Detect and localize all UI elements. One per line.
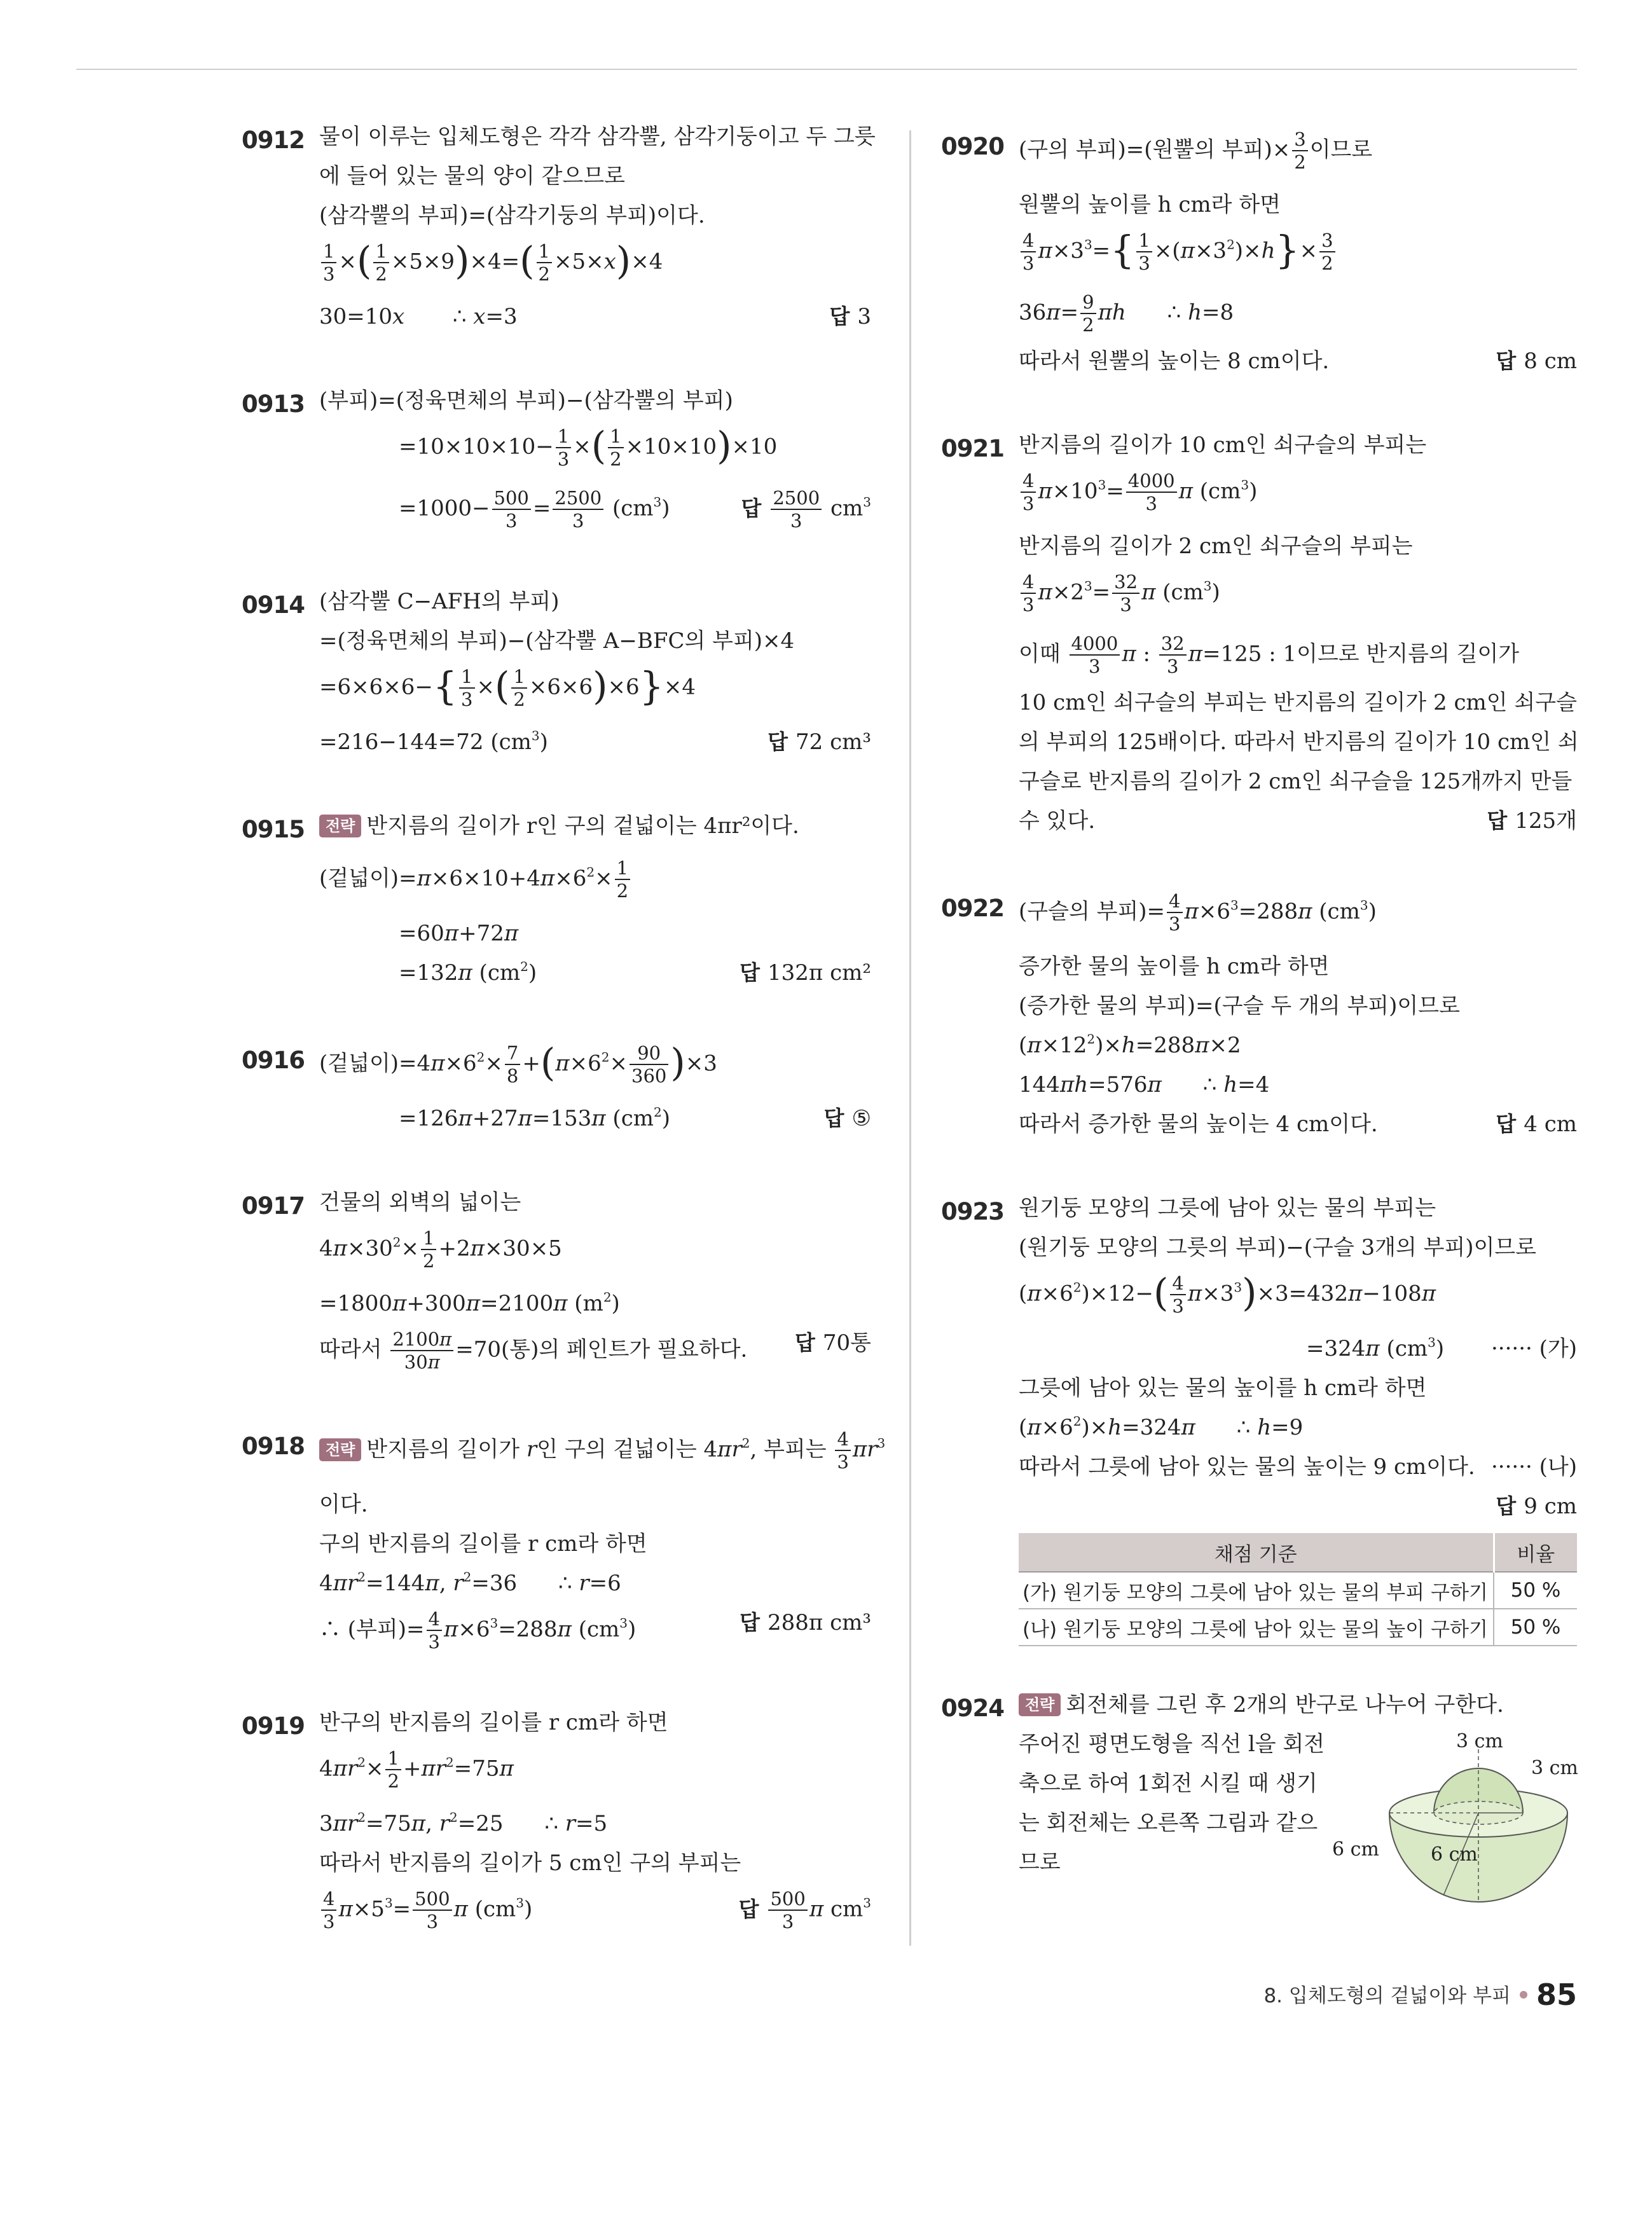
equation: (구슬의 부피)= $\frac{4}{3}$ $\pi\times 6^3=288\pi$ $(cm^3)$ <box>1019 890 1377 935</box>
equation: 36π= $\frac{9}{2}$ πh ∴ h=8 <box>1019 291 1234 336</box>
answer: 답 $\frac{500}{3}$ π $cm^3$ <box>738 1888 871 1932</box>
equation: =216−144=72 $(cm^3)$ 답 72 cm³ <box>319 728 871 755</box>
equation: $\frac{4}{3}$ $\pi\times 5^3=$ $\frac{500}{3}$ π $(cm^3)$ 답 $\frac{500}{3}$ π $cm^3$ <box>319 1890 871 1931</box>
text-line: 주어진 평면도형을 직선 l을 회전 <box>1019 1731 1325 1757</box>
problem-number: 0921 <box>941 435 1004 462</box>
equation: $4\pi r^2=144\pi$, $r^2=36$ ∴ r=6 <box>319 1569 621 1596</box>
table-cell: (가) 원기둥 모양의 그릇에 남아 있는 물의 부피 구하기 <box>1019 1572 1494 1609</box>
equation: =10×10×10− $\frac{1}{3}$ ×( $\frac{1}{2}$ ×10×10)×10 <box>399 423 778 470</box>
problem-0913 <box>242 388 871 530</box>
answer: 답 70통 <box>795 1330 871 1356</box>
problem-0917 <box>242 1190 871 1372</box>
text-line: 에 들어 있는 물의 양이 같으므로 <box>319 163 626 189</box>
equation: $\frac{4}{3}$ $\pi\times 3^3=${ $\frac{1}{3}$ $\times(\pi\times 3^2)\times h\}\times$ $\frac{3}{2}$ <box>1019 231 1577 273</box>
figure-label: 6 cm <box>1332 1838 1379 1861</box>
left-column <box>242 124 886 1990</box>
equation: $\frac{4}{3}$ $\pi\times 10^3=$ $\frac{4000}{3}$ π $(cm^3)$ <box>1019 472 1577 513</box>
strategy-line: 전략 반지름의 길이가 r인 구의 겉넓이는 4πr²이다. <box>319 813 871 839</box>
chapter-title: 8. 입체도형의 겉넓이와 부피 <box>1263 1985 1511 2007</box>
answer: 답 125개 <box>1487 808 1577 834</box>
problem-number: 0917 <box>242 1192 305 1220</box>
scoring-table <box>1019 1533 1577 1646</box>
problem-number: 0923 <box>941 1198 1004 1225</box>
problem-0922 <box>941 892 1577 1137</box>
problem-0918 <box>242 1428 886 1653</box>
page-footer <box>1263 1978 1577 2012</box>
text-line: 물이 이루는 입체도형은 각각 삼각뿔, 삼각기둥이고 두 그릇 <box>319 124 876 149</box>
answer: 답 4 cm <box>1496 1112 1577 1137</box>
problem-0914 <box>242 589 871 755</box>
equation: (겉넓이)$=4\pi\times 6^2\times$ $\frac{7}{8}$ $+(\pi\times 6^2\times$ $\frac{90}{360}$ )×3 <box>319 1040 717 1087</box>
text-line: 원뿔의 높이를 h cm라 하면 <box>1019 192 1281 217</box>
problem-number: 0924 <box>941 1695 1004 1722</box>
equation: $3\pi r^2=75\pi$, $r^2=25$ ∴ r=5 <box>319 1810 608 1836</box>
answer: 답 8 cm <box>1496 348 1577 374</box>
table-cell: (나) 원기둥 모양의 그릇에 남아 있는 물의 높이 구하기 <box>1019 1609 1494 1646</box>
figure-label: 3 cm <box>1456 1730 1503 1752</box>
text-line: 건물의 외벽의 넓이는 <box>319 1190 521 1215</box>
problem-0921 <box>941 432 1577 834</box>
answer: 답 $\frac{2500}{3}$ $cm^3$ <box>741 487 871 532</box>
equation: =6×6×6−{ $\frac{1}{3}$ ×( $\frac{1}{2}$ ×6×6)×6}×4 <box>319 664 696 710</box>
text-line: 그릇에 남아 있는 물의 높이를 h cm라 하면 <box>1019 1375 1427 1401</box>
problem-number: 0916 <box>242 1047 305 1074</box>
strategy-tag: 전략 <box>319 1438 361 1461</box>
text-line: 반지름의 길이가 2 cm인 쇠구슬의 부피는 <box>1019 533 1413 559</box>
answer: 답 ⑤ <box>823 1106 871 1131</box>
text-line: =(정육면체의 부피)−(삼각뿔 A−BFC의 부피)×4 <box>319 628 795 654</box>
text-line: 따라서 증가한 물의 높이는 4 cm이다. 답 4 cm <box>1019 1112 1577 1137</box>
answer: 답 72 cm³ <box>767 729 871 755</box>
problem-0920 <box>941 130 1577 374</box>
solid-of-revolution-figure <box>1332 1730 1590 1921</box>
problem-0923 <box>941 1195 1577 1646</box>
equation: $(\pi\times 12^2)\times h=288\pi\times 2$ <box>1019 1031 1241 1058</box>
step-mark: ······ (나) <box>1490 1454 1577 1480</box>
problem-0924 <box>941 1692 1577 1875</box>
equation: =1000− $\frac{500}{3}$ = $\frac{2500}{3}$ $(cm^3)$ 답 $\frac{2500}{3}$ $cm^3$ <box>399 487 871 532</box>
answer: 답 3 <box>829 304 871 329</box>
equation: 이때 $\frac{4000}{3}$ π : $\frac{32}{3}$ π=125 : 1이므로 반지름의 길이가 <box>1019 633 1520 677</box>
table-cell: 50 % <box>1494 1609 1577 1646</box>
text-line: (부피)=(정육면체의 부피)−(삼각뿔의 부피) <box>319 388 733 413</box>
table-cell: 50 % <box>1494 1572 1577 1609</box>
equation: =126π+27π=153π $(cm^2)$ 답 ⑤ <box>399 1105 871 1131</box>
table-row <box>1019 1609 1577 1646</box>
equation: $\frac{4}{3}$ $\pi\times 2^3=$ $\frac{32}{3}$ π $(cm^3)$ <box>1019 573 1577 614</box>
text-line: 수 있다. 답 125개 <box>1019 808 1577 834</box>
problem-number: 0914 <box>242 591 305 619</box>
text-line: (증가한 물의 부피)=(구슬 두 개의 부피)이므로 <box>1019 993 1460 1019</box>
text-line: 증가한 물의 높이를 h cm라 하면 <box>1019 954 1330 979</box>
problem-0919 <box>242 1710 871 1931</box>
text-line: 는 회전체는 오른쪽 그림과 같으 <box>1019 1810 1318 1836</box>
top-rule <box>76 69 1577 70</box>
table-header: 채점 기준 <box>1019 1533 1494 1572</box>
step-mark: ······ (가) <box>1490 1336 1577 1361</box>
text-line: 므로 <box>1019 1850 1061 1875</box>
text-line: 따라서 반지름의 길이가 5 cm인 구의 부피는 <box>319 1850 741 1876</box>
equation: 144πh=576π ∴ h=4 <box>1019 1072 1270 1098</box>
column-divider <box>909 130 911 1946</box>
equation: ∴ (부피)= $\frac{4}{3}$ $\pi\times 6^3=288\pi$ $(cm^3)$ 답 288π cm³ <box>319 1608 871 1653</box>
equation: 30=10x ∴ x=3 답 3 <box>319 304 871 329</box>
text-line: 따라서 원뿔의 높이는 8 cm이다. 답 8 cm <box>1019 348 1577 374</box>
text-line: 축으로 하여 1회전 시킬 때 생기 <box>1019 1771 1318 1796</box>
problem-number: 0920 <box>941 133 1004 160</box>
text-line: 따라서 그릇에 남아 있는 물의 높이는 9 cm이다. ······ (나) <box>1019 1454 1577 1480</box>
problem-0912 <box>242 124 876 329</box>
text-line: 반지름의 길이가 10 cm인 쇠구슬의 부피는 <box>1019 432 1427 458</box>
problem-0915 <box>242 813 871 986</box>
problem-0916 <box>242 1040 871 1131</box>
figure-label: 3 cm <box>1531 1757 1578 1779</box>
text-line: 의 부피의 125배이다. 따라서 반지름의 길이가 10 cm인 쇠 <box>1019 729 1579 755</box>
equation: 따라서 $\frac{2100\pi}{30\pi}$ =70(통)의 페인트가 필요하다. 답 70통 <box>319 1328 871 1373</box>
text-line: 반구의 반지름의 길이를 r cm라 하면 <box>319 1710 668 1735</box>
strategy-line: 전략 반지름의 길이가 r인 구의 겉넓이는 $4\pi r^2$, 부피는 $\frac{4}{3}$ $\pi r^3$ <box>319 1430 871 1471</box>
answer-line <box>1019 1494 1577 1519</box>
table-header: 비율 <box>1494 1533 1577 1572</box>
equation: =60π+72π <box>399 921 519 946</box>
bullet-dot <box>1520 1991 1527 1999</box>
figure-label: 6 cm <box>1431 1843 1478 1866</box>
equation: $4\pi\times 30^2\times$ $\frac{1}{2}$ +2π×30×5 <box>319 1227 562 1272</box>
strategy-tag: 전략 <box>1019 1693 1061 1716</box>
page-number: 85 <box>1536 1978 1577 2012</box>
equation: =324π $(cm^3)$ ······ (가) <box>1306 1335 1577 1361</box>
problem-number: 0915 <box>242 816 305 843</box>
equation: =1800π+300π=2100π $(m^2)$ <box>319 1290 620 1316</box>
text-line: 구슬로 반지름의 길이가 2 cm인 쇠구슬을 125개까지 만들 <box>1019 769 1573 794</box>
equation: $\frac{1}{3}$ ×( $\frac{1}{2}$ ×5×9)×4=( $\frac{1}{2}$ ×5×x)×4 <box>319 242 871 284</box>
text-line: 구의 반지름의 길이를 r cm라 하면 <box>319 1531 647 1557</box>
equation: =132π $(cm^2)$ 답 132π cm² <box>399 959 871 986</box>
text-line: 10 cm인 쇠구슬의 부피는 반지름의 길이가 2 cm인 쇠구슬 <box>1019 690 1577 715</box>
text-line: (삼각뿔의 부피)=(삼각기둥의 부피)이다. <box>319 203 705 228</box>
text-line: (원기둥 모양의 그릇의 부피)−(구슬 3개의 부피)이므로 <box>1019 1235 1537 1260</box>
strategy-line: 전략 회전체를 그린 후 2개의 반구로 나누어 구한다. <box>1019 1692 1577 1717</box>
answer: 답 132π cm² <box>740 960 871 986</box>
equation: (구의 부피)=(원뿔의 부피)× $\frac{3}{2}$ 이므로 <box>1019 128 1373 173</box>
strategy-tag: 전략 <box>319 815 361 837</box>
equation: $(\pi\times 6^2)\times h=324\pi$ ∴ h=9 <box>1019 1414 1304 1440</box>
answer: 답 9 cm <box>1496 1494 1577 1519</box>
table-row <box>1019 1572 1577 1609</box>
equation: $4\pi r^2\times$ $\frac{1}{2}$ $+\pi r^2=75\pi$ <box>319 1747 514 1792</box>
text-line: 원기둥 모양의 그릇에 남아 있는 물의 부피는 <box>1019 1195 1436 1221</box>
text-line: (삼각뿔 C−AFH의 부피) <box>319 589 560 614</box>
text-line: 이다. <box>319 1492 368 1517</box>
equation: $(\pi\times 6^2)\times 12-$( $\frac{4}{3}$ $\pi\times 3^3)\times 3=432\pi-108\pi$ <box>1019 1270 1436 1317</box>
equation: (겉넓이)$=\pi\times 6\times 10+4\pi\times 6^2\times$ $\frac{1}{2}$ <box>319 859 871 900</box>
problem-number: 0919 <box>242 1712 305 1740</box>
right-column <box>941 130 1577 1934</box>
problem-number: 0918 <box>242 1433 305 1460</box>
problem-number: 0922 <box>941 895 1004 922</box>
answer: 답 288π cm³ <box>740 1610 871 1635</box>
problem-number: 0912 <box>242 127 305 154</box>
problem-number: 0913 <box>242 390 305 418</box>
